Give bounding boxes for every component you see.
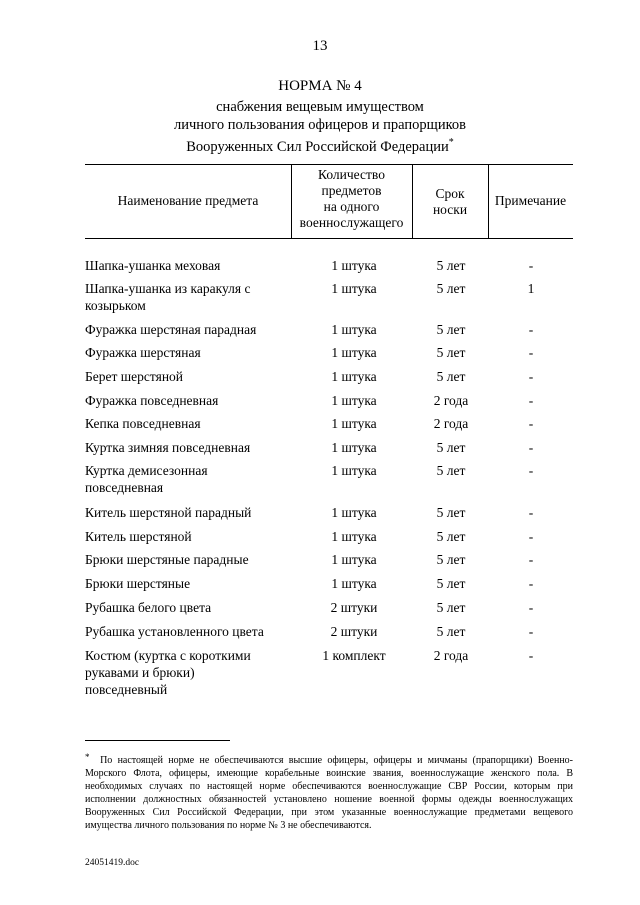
item-term: 5 лет [436,369,466,384]
item-name [85,439,295,456]
item-note: - [528,393,534,408]
item-name-line: Шапка-ушанка меховая [85,258,221,273]
item-quantity: 1 штука [331,463,377,478]
item-name-line: Куртка демисезонная [85,463,208,478]
item-name [85,528,295,545]
item-name-line: Китель шерстяной [85,529,192,544]
item-note: - [528,505,534,520]
item-quantity: 2 штуки [330,624,378,639]
item-quantity: 1 комплект [322,648,386,663]
item-quantity: 1 штука [331,552,377,567]
item-name-line: Берет шерстяной [85,369,184,384]
item-name [85,551,295,568]
item-name [85,462,295,496]
item-name [85,623,295,640]
item-term: 2 года [433,393,469,408]
subtitle-line [0,134,640,156]
item-name-line: Фуражка повседневная [85,393,219,408]
item-name-line: Фуражка шерстяная [85,345,201,360]
header-term-line: Срок [435,186,465,201]
item-name-line: Брюки шерстяные [85,576,191,591]
item-term: 5 лет [436,463,466,478]
norm-title: НОРМА № 4 [278,78,362,94]
item-name [85,344,295,361]
item-note: - [528,322,534,337]
footnote-mark: * [85,752,90,762]
header-term-line: носки [432,202,468,217]
item-name [85,599,295,616]
page-number: 13 [312,38,328,54]
item-name-line: повседневная [85,480,164,495]
footnote-mark: * [448,137,454,148]
item-term: 5 лет [436,505,466,520]
item-quantity: 1 штука [331,440,377,455]
item-quantity: 1 штука [331,416,377,431]
item-term: 5 лет [436,552,466,567]
item-term: 5 лет [436,576,466,591]
item-note: - [528,463,534,478]
item-name [85,257,295,274]
item-note: - [528,529,534,544]
item-term: 5 лет [436,529,466,544]
item-note: - [528,600,534,615]
header-top-rule [85,164,573,165]
footnote-text: По настоящей норме не обеспечиваются высшие офицеры, офицеры и мичманы (прапорщики) Военно-Морского Флота, офицеры, имеющие корабельные воинские звания, военнослужащие женского пола. В необходимых случаях по настоящей норме обеспечиваются военнослужащие СВР России, которым при исполнении должностных обязанностей установлено ношение военной формы одежды военнослужащих Вооруженных Сил Российской Федерации, при этом указанные военнослужащие предметами вещевого имущества личного пользования по норме № 3 не обеспечиваются. [85,755,574,831]
item-name-line: Рубашка белого цвета [85,600,212,615]
item-name-line: Кепка повседневная [85,416,201,431]
item-note: - [528,345,534,360]
item-term: 5 лет [436,440,466,455]
header-quantity-line: военнослужащего [299,215,404,230]
item-term: 5 лет [436,345,466,360]
footnote-separator [85,740,230,741]
item-note: - [528,440,534,455]
item-name-line: Китель шерстяной парадный [85,505,252,520]
item-name-line: Куртка зимняя повседневная [85,440,251,455]
item-name-line: Брюки шерстяные парадные [85,552,249,567]
document-id: 24051419.doc [85,858,140,868]
header-name: Наименование предмета [117,193,259,208]
item-name [85,321,295,338]
item-quantity: 1 штука [331,369,377,384]
footnote [85,751,573,832]
item-note: - [528,648,534,663]
item-term: 5 лет [436,624,466,639]
item-name-line: рукавами и брюки) [85,665,195,680]
item-name [85,280,295,314]
item-quantity: 1 штука [331,505,377,520]
item-quantity: 1 штука [331,529,377,544]
item-term: 2 года [433,648,469,663]
item-name-line: Рубашка установленного цвета [85,624,264,639]
subtitle-line: личного пользования офицеров и прапорщиков [173,117,467,133]
header-note: Примечание [494,193,567,208]
item-note: - [528,416,534,431]
item-name-line: Шапка-ушанка из каракуля с [85,281,251,296]
item-name [85,415,295,432]
item-name [85,504,295,521]
item-quantity: 1 штука [331,258,377,273]
header-quantity-line: предметов [321,183,382,198]
item-note: - [528,576,534,591]
item-term: 5 лет [436,281,466,296]
item-note: - [528,369,534,384]
header-term [412,186,488,218]
item-note: 1 [527,281,535,296]
item-name [85,392,295,409]
item-name-line: Костюм (куртка с короткими [85,648,251,663]
item-note: - [528,258,534,273]
subtitle-line-text: Вооруженных Сил Российской Федерации [186,139,449,155]
item-name-line: Фуражка шерстяная парадная [85,322,257,337]
item-quantity: 1 штука [331,345,377,360]
item-quantity: 1 штука [331,576,377,591]
item-quantity: 1 штука [331,322,377,337]
item-quantity: 2 штуки [330,600,378,615]
item-quantity: 1 штука [331,281,377,296]
item-name [85,647,295,698]
header-quantity [291,167,412,231]
item-term: 5 лет [436,600,466,615]
item-quantity: 1 штука [331,393,377,408]
item-term: 2 года [433,416,469,431]
item-name-line: козырьком [85,298,146,313]
item-name [85,368,295,385]
item-note: - [528,552,534,567]
header-quantity-line: на одного [323,199,380,214]
item-name-line: повседневный [85,682,168,697]
item-note: - [528,624,534,639]
subtitle-line: снабжения вещевым имуществом [216,99,424,115]
item-term: 5 лет [436,258,466,273]
header-bottom-rule [85,238,573,239]
item-term: 5 лет [436,322,466,337]
header-quantity-line: Количество [318,167,385,182]
item-name [85,575,295,592]
